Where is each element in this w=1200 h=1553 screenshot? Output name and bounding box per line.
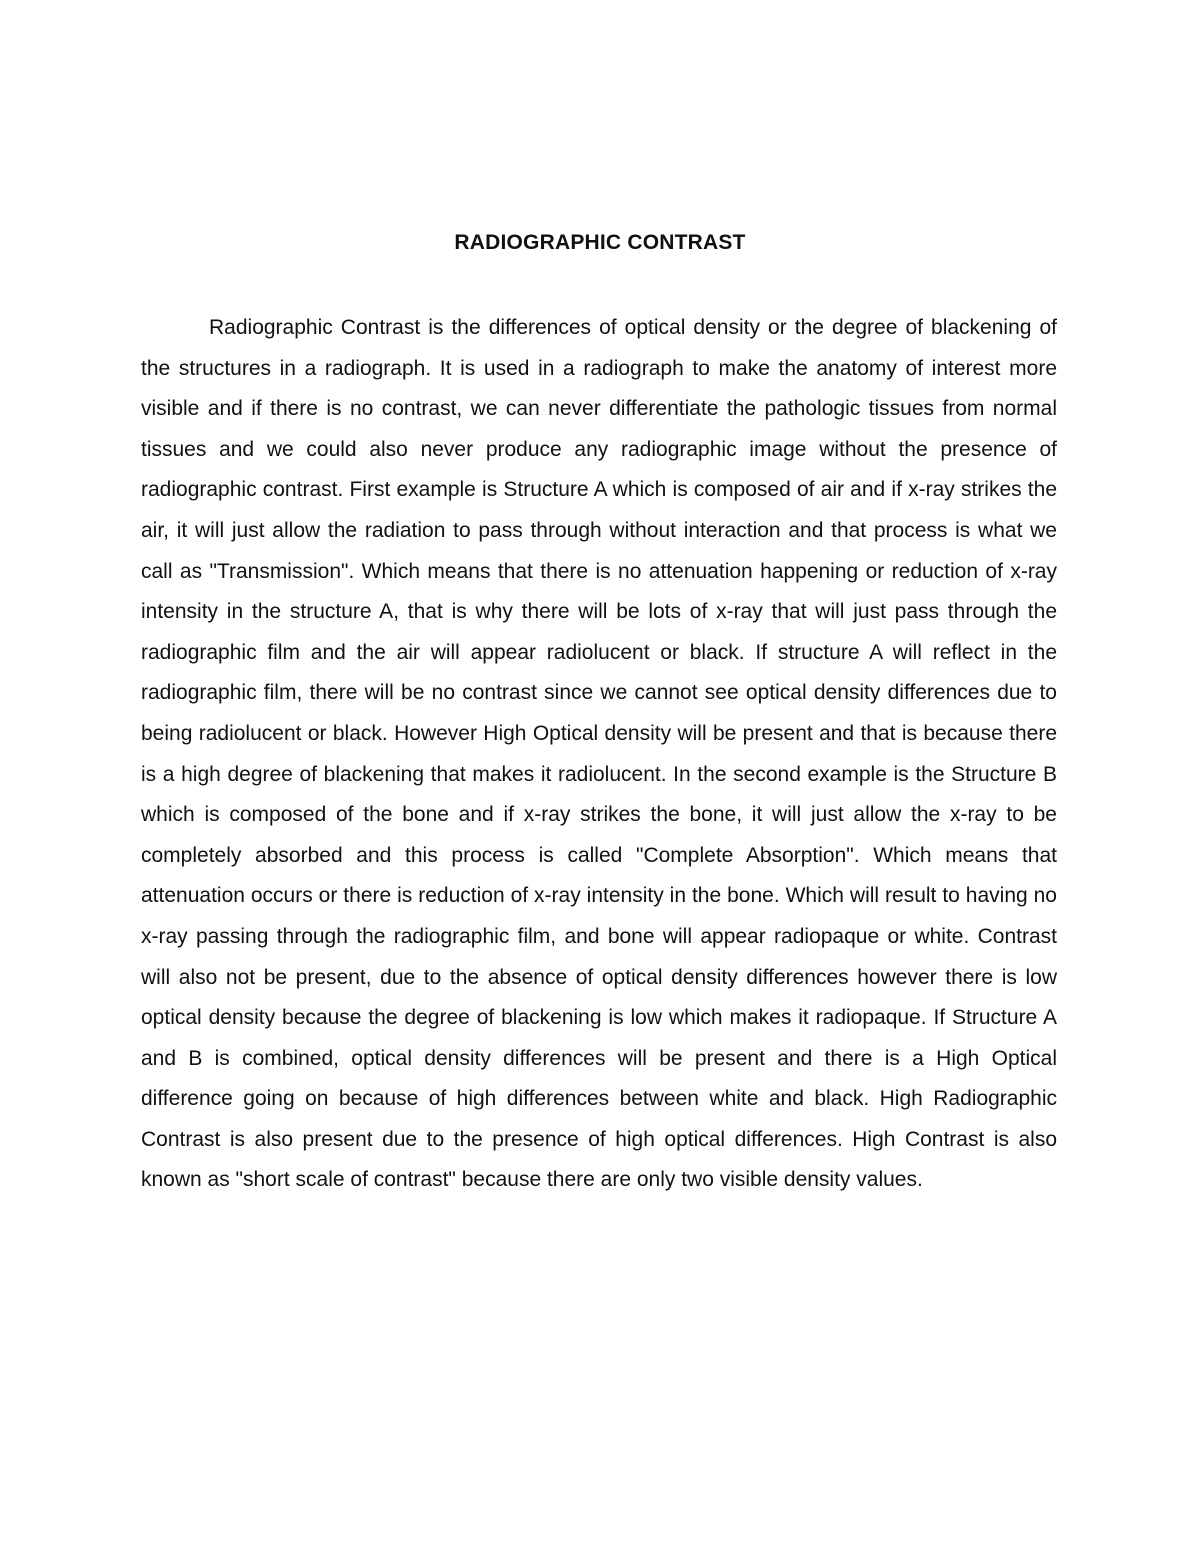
document-body-paragraph: Radiographic Contrast is the differences of optical density or the degree of blackening of the structures in a radiograph. It is used in a radiograph to make the anatomy of interest more visible and if there is no contrast, we can never differentiate the pathologic tissues from normal tissues and we could also never produce any radiographic image without the presence of radiographic contrast. First example is Structure A which is composed of air and if x-ray strikes the air, it will just allow the radiation to pass through without interaction and that process is what we call as "Transmission". Which means that there is no attenuation happening or reduction of x-ray intensity in the structure A, that is why there will be lots of x-ray that will just pass through the radiographic film and the air will appear radiolucent or black. If structure A will reflect in the radiographic film, there will be no contrast since we cannot see optical density differences due to being radiolucent or black. However High Optical density will be present and that is because there is a high degree of blackening that makes it radiolucent. In the second example is the Structure B which is composed of the bone and if x-ray strikes the bone, it will just allow the x-ray to be completely absorbed and this process is called "Complete Absorption". Which means that attenuation occurs or there is reduction of x-ray intensity in the bone. Which will result to having no x-ray passing through the radiographic film, and bone will appear radiopaque or white. Contrast will also not be present, due to the absence of optical density differences however there is low optical density because the degree of blackening is low which makes it radiopaque. If Structure A and B is combined, optical density differences will be present and there is a High Optical difference going on because of high differences between white and black. High Radiographic Contrast is also present due to the presence of high optical differences. High Contrast is also known as "short scale of contrast" because there are only two visible density values.: [141, 316, 1057, 1192]
document-title: RADIOGRAPHIC CONTRAST: [454, 231, 746, 254]
